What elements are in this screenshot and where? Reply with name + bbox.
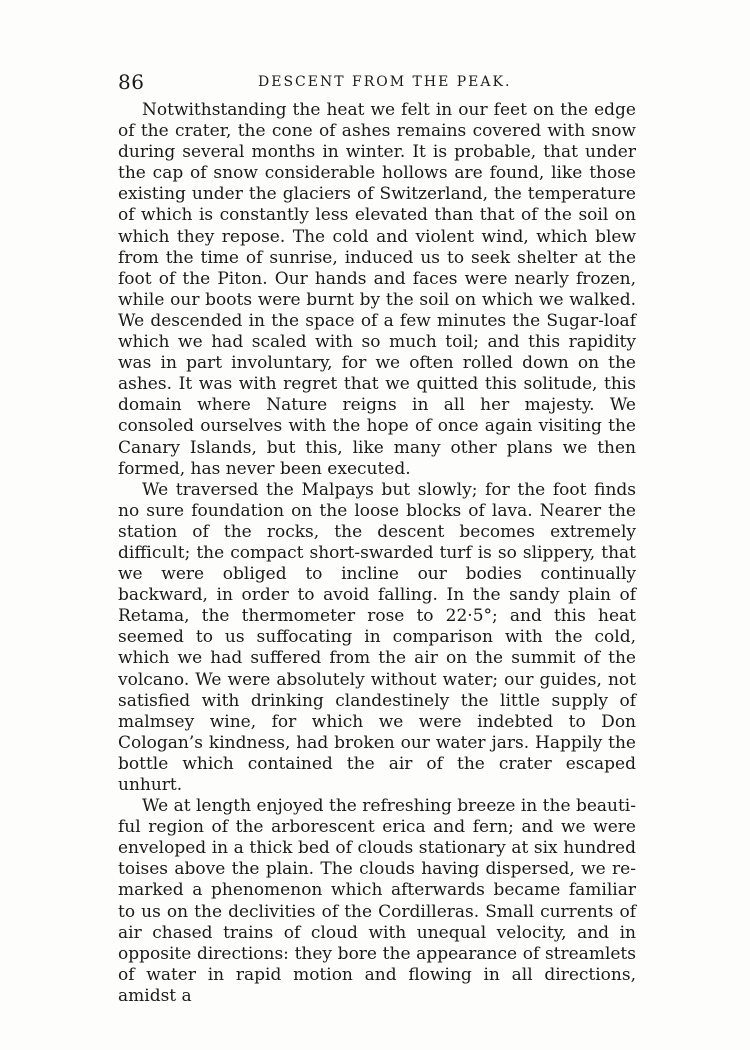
paragraph: We at length enjoyed the refreshing breeze in the beautiful region of the arborescent erica and fern; and we were enveloped in a thick bed of clouds stationary at six hundred toises above the plain. The clouds having dispersed, we remarked a phenomenon which afterwards became familiar to us on the declivities of the Cordilleras. Small currents of air chased trains of cloud with unequal velocity, and in opposite directions: they bore the appearance of streamlets of water in rapid motion and flowing in all directions, amidst a <box>118 796 636 1006</box>
paragraph: We traversed the Malpays but slowly; for the foot finds no sure foundation on the loose blocks of lava. Nearer the station of the rocks, the descent becomes extremely difficult; the compact short-swarded turf is so slippery, that we were obliged to incline our bodies continually backward, in order to avoid falling. In the sandy plain of Retama, the thermometer rose to 22·5°; and this heat seemed to us suffocating in comparison with the cold, which we had suffered from the air on the summit of the volcano. We were absolutely without water; our guides, not satisfied with drinking clandestinely the little supply of malmsey wine, for which we were indebted to Don Cologan’s kindness, had broken our water jars. Happily the bottle which contained the air of the crater escaped unhurt. <box>118 479 636 795</box>
page-header <box>118 70 638 96</box>
running-head: DESCENT FROM THE PEAK. <box>258 74 512 90</box>
page-number: 86 <box>118 70 145 94</box>
paragraph: Notwithstanding the heat we felt in our feet on the edge of the crater, the cone of ashes remains covered with snow during several months in winter. It is probable, that under the cap of snow considerable hollows are found, like those existing under the glaciers of Switzerland, the temperature of which is constantly less elevated than that of the soil on which they repose. The cold and violent wind, which blew from the time of sunrise, induced us to seek shelter at the foot of the Piton. Our hands and faces were nearly frozen, while our boots were burnt by the soil on which we walked. We descended in the space of a few minutes the Sugar-loaf which we had scaled with so much toil; and this rapidity was in part involuntary, for we often rolled down on the ashes. It was with regret that we quitted this solitude, this domain where Nature reigns in all her majesty. We consoled ourselves with the hope of once again visiting the Canary Islands, but this, like many other plans we then formed, has never been executed. <box>118 100 636 479</box>
body-text <box>118 100 636 1007</box>
